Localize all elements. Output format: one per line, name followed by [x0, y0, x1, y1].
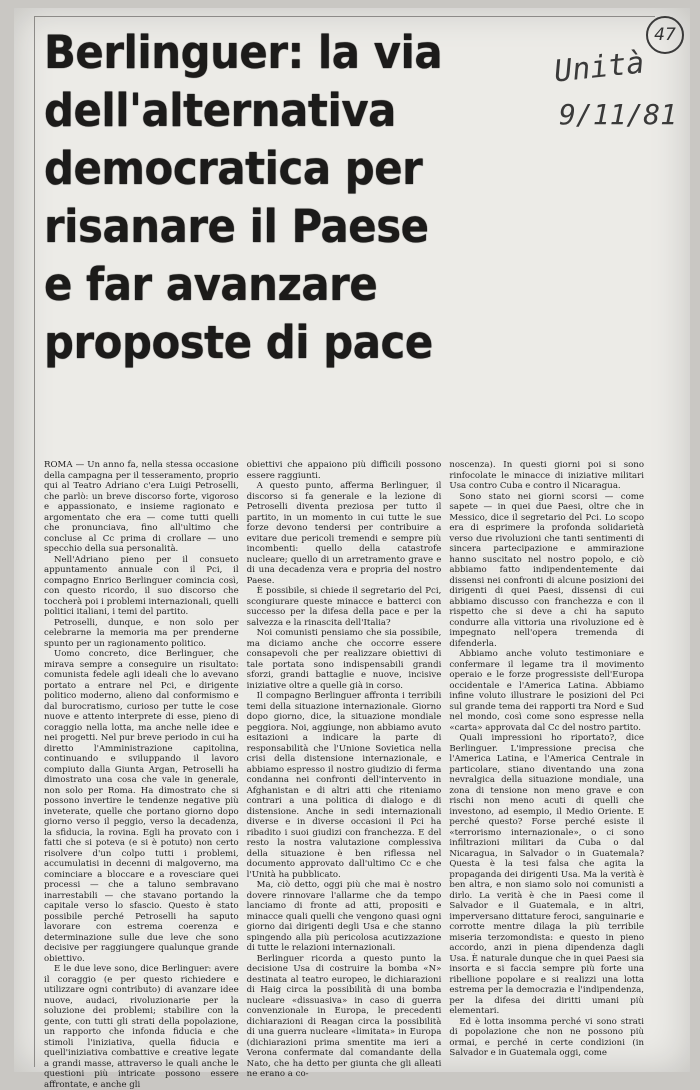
- article-column-1: [44, 460, 239, 1090]
- paragraph: ROMA — Un anno fa, nella stessa occasione della campagna per il tesseramento, proprio qui al Teatro Adriano c'era Luigi Petroselli, che parlò: un breve discorso forte, vigoroso e appassionato, e insieme ragionato e argomentato che era — come tutti quelli che pronunciava, fino all'ultimo che concluse al Cc prima di crollare — uno specchio della sua personalità.: [44, 460, 239, 554]
- article-body: [44, 460, 645, 1090]
- paragraph: Sono stato nei giorni scorsi — come sapete — in quei due Paesi, oltre che in Messico, dice il segretario del Pci. Lo scopo era di esprimere la profonda solidarietà verso due rivoluzioni che tanti sentimenti di sincera partecipazione e ammirazione hanno suscitato nel nostro popolo, e ciò abbiamo fatto indipendentemente dai dissensi nei confronti di alcune posizioni dei dirigenti di quei Paesi, dissensi di cui abbiamo discusso con franchezza e con il rispetto che si deve a chi ha saputo condurre alla vittoria una rivoluzione ed è impegnato nell'opera tremenda di difenderla.: [449, 491, 645, 649]
- paragraph: Quali impressioni ho riportato?, dice Berlinguer. L'impressione precisa che l'America Latina, e l'America Centrale in particolare, stiano diventando una zona nevralgica della situazione mondiale, una zona di tensione non meno grave e con rischi non meno acuti di quelli che investono, ad esempio, il Medio Oriente. E perché questo? Forse perché esiste il «terrorismo internazionale», o ci sono infiltrazioni militari da Cuba o dal Nicaragua, in Salvador o in Guatemala? Questa è la tesi falsa che agita la propaganda dei dirigenti Usa. Ma la verità è ben altra, e non siamo solo noi comunisti a dirlo. La verità è che in Paesi come il Salvador e il Guatemala, e in altri, imperversano dittature feroci, sanguinarie e corrotte mentre dilaga la più terribile miseria terzomondista: e questo in pieno accordo, anzi in piena dipendenza dagli Usa. È naturale dunque che in quei Paesi sia insorta e si faccia sempre più forte una ribellione popolare e si realizzi una lotta estrema per la democrazia e l'indipendenza, per la difesa dei diritti umani più elementari.: [449, 733, 645, 1016]
- headline-line: Berlinguer: la via: [44, 26, 443, 79]
- paragraph: Nell'Adriano pieno per il consueto appuntamento annuale con il Pci, il compagno Enrico Berlinguer comincia così, con questo ricordo, il suo discorso che toccherà poi i problemi internazionali, quelli politici italiani, i temi del partito.: [44, 554, 239, 617]
- paragraph: E le due leve sono, dice Berlinguer: avere il coraggio (e per questo richiedere e utilizzare ogni contributo) di avanzare idee nuove, audaci, rivoluzionarie per la soluzione dei problemi; stabilire con la gente, con tutti gli strati della popolazione, un rapporto che infonda fiducia e che stimoli l'iniziativa, quella fiducia e quell'iniziativa combattive e creative legate a grandi masse, attraverso le quali anche le questioni più intricate possono essere affrontate, e anche gli: [44, 964, 239, 1090]
- headline-line: proposte di pace: [44, 316, 433, 369]
- handwritten-publication: Unità: [552, 45, 646, 90]
- headline-line: risanare il Paese: [44, 200, 429, 253]
- paragraph: Abbiamo anche voluto testimoniare e confermare il legame tra il movimento operaio e le forze progressiste dell'Europa occidentale e l'America Latina. Abbiamo infine voluto illustrare le posizioni del Pci sul grande tema dei rapporti tra Nord e Sud nel mondo, così come sono espresse nella «carta» approvata dal Cc del nostro partito.: [449, 649, 645, 733]
- paragraph: È possibile, si chiede il segretario del Pci, scongiurare queste minacce e batterci con successo per la difesa della pace e per la salvezza e la rinascita dell'Italia?: [246, 586, 442, 628]
- headline-line: democratica per: [44, 142, 423, 195]
- page-number: 47: [646, 16, 684, 54]
- paragraph: noscenza). In questi giorni poi si sono rinfocolate le minacce di iniziative militari Usa contro Cuba e contro il Nicaragua.: [449, 460, 645, 491]
- paragraph: Ma, ciò detto, oggi più che mai è nostro dovere rinnovare l'allarme che da tempo lanciamo di fronte ad atti, propositi e minacce quali quelli che vengono quasi ogni giorno dai dirigenti degli Usa e che stanno spingendo alla più pericolosa acutizzazione di tutte le relazioni internazionali.: [246, 880, 442, 953]
- headline-line: dell'alternativa: [44, 84, 396, 137]
- paragraph: Uomo concreto, dice Berlinguer, che mirava sempre a conseguire un risultato: comunista fedele agli ideali che lo avevano portato a entrare nel Pci, e dirigente politico moderno, alieno dal conformismo e dal burocratismo, curioso per tutte le cose nuove e attento interprete di esse, pieno di coraggio nella lotta, ma anche nelle idee e nei progetti. Nel pur breve periodo in cui ha diretto l'Amministrazione capitolina, continuando e sviluppando il lavoro compiuto dalla Giunta Argan, Petroselli ha dimostrato una cosa che vale in generale, non solo per Roma. Ha dimostrato che si possono invertire le tendenze negative più inveterate, quelle che portano giorno dopo giorno verso il peggio, verso la decadenza, la sfiducia, la rovina. Egli ha provato con i fatti che si poteva (e si è potuto) non certo risolvere d'un colpo tutti i problemi, accumulatisi in decenni di malgoverno, ma cominciare a bloccare e a rovesciare quei processi — che a taluno sembravano inarrestabili — che stavano portando la capitale verso lo sfascio. Questo è stato possibile perché Petroselli ha saputo lavorare con estrema coerenza e determinazione sulle due leve che sono decisive per raggiungere qualunque grande obiettivo.: [44, 649, 239, 964]
- newspaper-clipping: [14, 8, 690, 1090]
- headline-line: e far avanzare: [44, 258, 378, 311]
- paragraph: Petroselli, dunque, e non solo per celebrarne la memoria ma per prenderne spunto per un ragionamento politico.: [44, 617, 239, 649]
- paragraph: obiettivi che appaiono più difficili possono essere raggiunti.: [246, 460, 442, 481]
- paragraph: Ed è lotta insomma perché vi sono strati di popolazione che non ne possono più ormai, e perché in certe condizioni (in Salvador e in Guatemala oggi, come: [449, 1016, 645, 1058]
- article-column-3: [449, 460, 644, 1062]
- article-column-2: [246, 460, 442, 1079]
- paragraph: Berlinguer ricorda a questo punto la decisione Usa di costruire la bomba «N» destinata al teatro europeo, le dichiarazioni di Haig circa la possibilità di una bomba nucleare «dissuasiva» in caso di guerra convenzionale in Europa, le precedenti dichiarazioni di Reagan circa la possibilità di una guerra nucleare «limitata» in Europa (dichiarazioni prima smentite ma ieri a Verona confermate dal comandante della Nato, che ha detto per giunta che gli alleati ne erano a co-: [246, 953, 442, 1079]
- paragraph: Noi comunisti pensiamo che sia possibile, ma diciamo anche che occorre essere consapevoli che per realizzare obiettivi di tale portata sono indispensabili grandi sforzi, grandi battaglie e nuove, incisive iniziative oltre a quelle già in corso.: [246, 628, 442, 691]
- handwritten-date: 9/11/81: [559, 98, 678, 131]
- paragraph: Il compagno Berlinguer affronta i terribili temi della situazione internazionale. Giorno dopo giorno, dice, la situazione mondiale peggiora. Noi, aggiunge, non abbiamo avuto esitazioni a indicare la parte di responsabilità che l'Unione Sovietica nella crisi della distensione internazionale, e abbiamo espresso il nostro giudizio di ferma condanna nei confronti dell'intervento in Afghanistan e di altri atti che riteniamo contrari a una politica di dialogo e di distensione. Anche in sedi internazionali diverse e in diverse occasioni il Pci ha ribadito i suoi giudizi con franchezza. E del resto la nostra valutazione complessiva della situazione è ben riflessa nel documento approvato dall'ultimo Cc e che l'Unità ha pubblicato.: [246, 691, 442, 880]
- headline: [44, 24, 528, 372]
- paragraph: A questo punto, afferma Berlinguer, il discorso si fa generale e la lezione di Petroselli diventa preziosa per tutto il partito, in un momento in cui tutte le sue forze devono tendersi per contribuire a evitare due pericoli tremendi e sempre più incombenti: quello della catastrofe nucleare; quello di un arretramento grave e di una decadenza vera e propria del nostro Paese.: [246, 481, 442, 586]
